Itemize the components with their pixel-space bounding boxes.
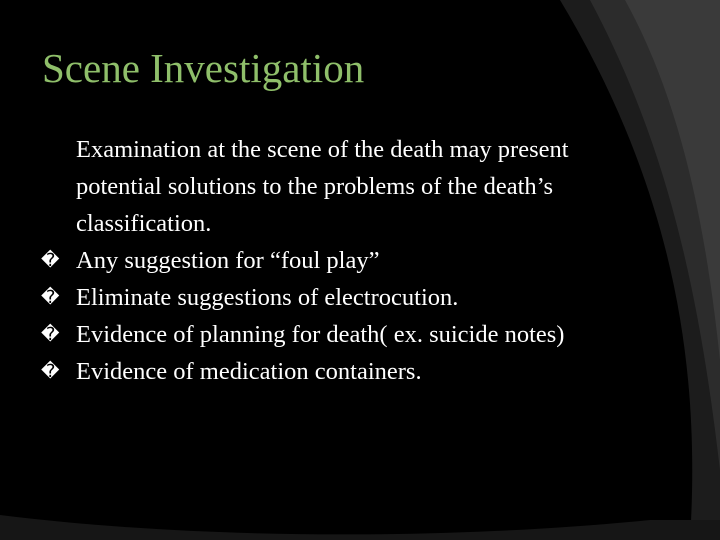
unknown-glyph-icon: �: [41, 287, 60, 308]
bullet-item-medication: [41, 353, 614, 390]
bullet-item-foul-play: [41, 242, 614, 279]
bullet-text: Evidence of medication containers.: [76, 358, 422, 385]
bullet-text: Evidence of planning for death( ex. suicide notes): [76, 321, 565, 348]
intro-text: Examination at the scene of the death may present potential solutions to the problems of the death’s classification.: [76, 136, 569, 237]
unknown-glyph-icon: �: [41, 324, 60, 345]
slide-title: Scene Investigation: [42, 45, 365, 91]
bullet-text: Eliminate suggestions of electrocution.: [76, 284, 459, 311]
bullet-text: Any suggestion for “foul play”: [76, 247, 380, 274]
bullet-item-planning: [41, 316, 614, 353]
slide-body: [41, 131, 614, 390]
unknown-glyph-icon: �: [41, 361, 60, 382]
bullet-item-electrocution: [41, 279, 614, 316]
intro-paragraph: [54, 131, 614, 242]
unknown-glyph-icon: �: [41, 250, 60, 271]
